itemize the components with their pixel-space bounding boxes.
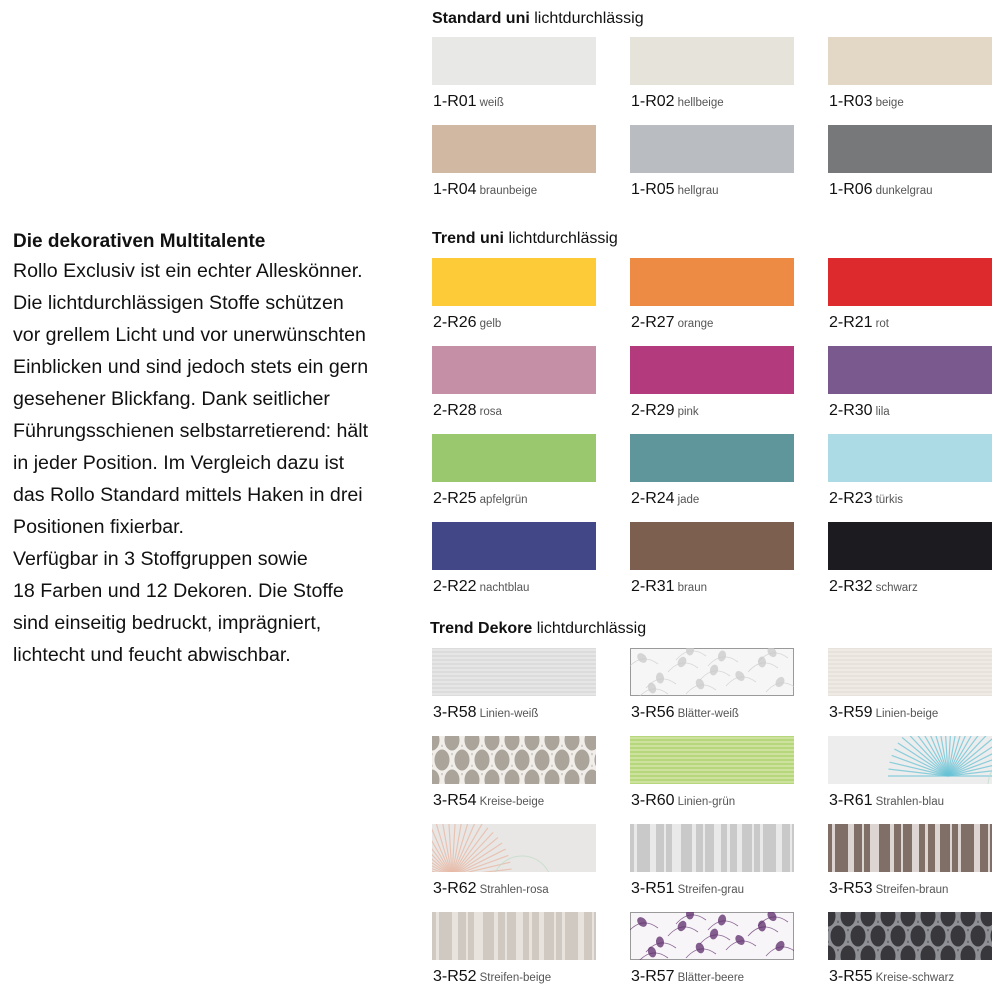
swatch-color xyxy=(828,648,992,696)
swatch-code: 3-R52 xyxy=(433,968,477,985)
swatch-pattern xyxy=(630,125,794,173)
swatch-item xyxy=(828,522,992,595)
swatch-name: Streifen-beige xyxy=(479,972,552,984)
swatch-code: 1-R02 xyxy=(631,93,675,110)
swatch-item xyxy=(432,434,596,507)
swatch-code: 2-R30 xyxy=(829,402,873,419)
swatch-item xyxy=(432,912,596,985)
swatch-color xyxy=(630,736,794,784)
swatch-pattern xyxy=(828,522,992,570)
swatch-item xyxy=(630,912,794,985)
swatch-color xyxy=(630,434,794,482)
intro-line: 18 Farben und 12 Dekoren. Die Stoffe xyxy=(13,580,344,602)
swatch-code: 2-R24 xyxy=(631,490,675,507)
swatch-pattern xyxy=(432,258,596,306)
intro-line: Rollo Exclusiv ist ein echter Alleskönner. xyxy=(13,260,363,282)
swatch-pattern xyxy=(828,824,992,872)
swatch-label xyxy=(631,490,699,509)
swatch-color xyxy=(828,125,992,173)
swatch-code: 3-R58 xyxy=(433,704,477,721)
swatch-code: 2-R31 xyxy=(631,578,675,595)
intro-line: Führungsschienen selbstarretierend: hält xyxy=(13,420,369,442)
swatch-code: 3-R62 xyxy=(433,880,477,897)
swatch-color xyxy=(828,824,992,872)
intro-line: Verfügbar in 3 Stoffgruppen sowie xyxy=(13,548,308,570)
swatch-item xyxy=(630,522,794,595)
swatch-grid xyxy=(430,37,996,213)
swatch-name: hellbeige xyxy=(677,97,724,109)
swatch-pattern xyxy=(828,346,992,394)
swatch-label xyxy=(829,704,938,723)
swatch-label xyxy=(433,792,544,811)
swatch-item xyxy=(432,648,596,721)
swatch-item xyxy=(828,648,992,721)
swatch-label xyxy=(631,314,713,333)
swatch-item xyxy=(432,37,596,110)
swatch-color xyxy=(432,125,596,173)
swatch-code: 2-R32 xyxy=(829,578,873,595)
swatch-code: 3-R61 xyxy=(829,792,873,809)
swatch-color xyxy=(432,736,596,784)
swatch-color xyxy=(432,37,596,85)
swatch-color xyxy=(432,434,596,482)
swatch-code: 1-R06 xyxy=(829,181,873,198)
swatch-pattern xyxy=(828,37,992,85)
section-title: Trend Dekore lichtdurchlässig xyxy=(430,620,647,637)
swatch-item xyxy=(828,346,992,419)
swatch-code: 3-R55 xyxy=(829,968,873,985)
swatch-grid xyxy=(430,648,996,1000)
swatch-item xyxy=(630,736,794,809)
swatch-color xyxy=(630,912,794,960)
swatch-pattern xyxy=(828,258,992,306)
swatch-item xyxy=(432,258,596,331)
swatch-color xyxy=(828,258,992,306)
swatch-color xyxy=(432,912,596,960)
swatch-color xyxy=(432,648,596,696)
swatch-item xyxy=(432,736,596,809)
swatch-color xyxy=(828,434,992,482)
swatch-code: 2-R29 xyxy=(631,402,675,419)
section-trend-uni xyxy=(430,229,996,249)
swatch-label xyxy=(829,93,904,112)
swatch-pattern xyxy=(630,648,794,696)
swatch-name: lila xyxy=(875,406,890,418)
swatch-label xyxy=(631,968,744,987)
swatch-name: Linien-weiß xyxy=(479,708,539,720)
swatch-pattern xyxy=(828,125,992,173)
swatch-color xyxy=(630,125,794,173)
swatch-color xyxy=(828,912,992,960)
intro-line: Die lichtdurchlässigen Stoffe schützen xyxy=(13,292,344,314)
swatch-label xyxy=(433,402,502,421)
swatch-item xyxy=(432,522,596,595)
swatch-code: 3-R51 xyxy=(631,880,675,897)
swatch-color xyxy=(432,824,596,872)
swatch-label xyxy=(829,314,889,333)
swatch-pattern xyxy=(630,346,794,394)
swatch-pattern xyxy=(828,434,992,482)
swatch-name: apfelgrün xyxy=(479,494,528,506)
intro-line: vor grellem Licht und vor unerwünschten xyxy=(13,324,366,346)
swatch-label xyxy=(433,704,538,723)
swatch-pattern xyxy=(630,522,794,570)
swatch-code: 2-R23 xyxy=(829,490,873,507)
intro-line: lichtecht und feucht abwischbar. xyxy=(13,644,291,666)
swatch-code: 3-R56 xyxy=(631,704,675,721)
swatch-label xyxy=(433,880,549,899)
swatch-item xyxy=(828,912,992,985)
swatch-pattern xyxy=(630,824,794,872)
swatch-color xyxy=(630,37,794,85)
swatch-pattern xyxy=(432,648,596,696)
swatch-color xyxy=(630,824,794,872)
swatch-label xyxy=(631,880,744,899)
swatch-code: 3-R59 xyxy=(829,704,873,721)
swatch-item xyxy=(630,125,794,198)
swatch-code: 1-R04 xyxy=(433,181,477,198)
swatch-pattern xyxy=(432,912,596,960)
swatch-item xyxy=(828,37,992,110)
swatch-label xyxy=(829,578,918,597)
swatch-item xyxy=(432,125,596,198)
section-standard-uni xyxy=(430,9,996,29)
swatch-color xyxy=(630,258,794,306)
swatch-code: 2-R26 xyxy=(433,314,477,331)
swatch-item xyxy=(630,434,794,507)
intro-line: Positionen fixierbar. xyxy=(13,516,184,538)
swatch-label xyxy=(631,704,739,723)
swatch-pattern xyxy=(630,912,794,960)
swatch-name: Streifen-grau xyxy=(677,884,745,896)
swatch-name: Linien-beige xyxy=(875,708,939,720)
swatch-name: Kreise-beige xyxy=(479,796,545,808)
swatch-color xyxy=(630,522,794,570)
swatch-name: Streifen-braun xyxy=(875,884,949,896)
swatch-name: schwarz xyxy=(875,582,918,594)
swatch-color xyxy=(828,37,992,85)
intro-line: Einblicken und sind jedoch stets ein gern xyxy=(13,356,369,378)
swatch-pattern xyxy=(630,37,794,85)
swatch-pattern xyxy=(432,346,596,394)
intro-title: Die dekorativen Multitalente xyxy=(13,231,266,252)
swatch-label xyxy=(433,578,529,597)
swatch-name: rot xyxy=(875,318,889,330)
swatch-label xyxy=(829,880,948,899)
swatch-label xyxy=(631,93,724,112)
swatch-name: Kreise-schwarz xyxy=(875,972,955,984)
swatch-item xyxy=(630,258,794,331)
swatch-code: 1-R03 xyxy=(829,93,873,110)
swatch-code: 2-R27 xyxy=(631,314,675,331)
swatch-code: 1-R01 xyxy=(433,93,477,110)
swatch-pattern xyxy=(630,258,794,306)
swatch-pattern xyxy=(432,736,596,784)
swatch-name: Blätter-weiß xyxy=(677,708,739,720)
swatch-label xyxy=(631,402,699,421)
swatch-label xyxy=(433,93,504,112)
swatch-name: orange xyxy=(677,318,714,330)
swatch-name: beige xyxy=(875,97,904,109)
swatch-name: weiß xyxy=(479,97,504,109)
swatch-label xyxy=(829,490,903,509)
swatch-color xyxy=(630,346,794,394)
swatch-color xyxy=(828,522,992,570)
intro-line: das Rollo Standard mittels Haken in drei xyxy=(13,484,363,506)
swatch-item xyxy=(828,125,992,198)
swatch-name: hellgrau xyxy=(677,185,719,197)
swatch-label xyxy=(433,490,528,509)
swatch-name: braunbeige xyxy=(479,185,538,197)
swatch-item xyxy=(630,824,794,897)
swatch-pattern xyxy=(432,522,596,570)
swatch-label xyxy=(433,181,537,200)
swatch-code: 2-R25 xyxy=(433,490,477,507)
swatch-name: türkis xyxy=(875,494,904,506)
swatch-label xyxy=(433,314,501,333)
swatch-item xyxy=(630,346,794,419)
section-title: Trend uni lichtdurchlässig xyxy=(432,230,618,247)
swatch-label xyxy=(829,792,944,811)
section-trend-dekore xyxy=(430,619,996,639)
swatch-label xyxy=(631,578,707,597)
swatch-color xyxy=(828,346,992,394)
swatch-item xyxy=(432,346,596,419)
swatch-item xyxy=(630,648,794,721)
swatch-name: Linien-grün xyxy=(677,796,736,808)
swatch-color xyxy=(630,648,794,696)
swatch-label xyxy=(631,792,735,811)
swatch-item xyxy=(828,736,992,809)
swatch-item xyxy=(432,824,596,897)
swatch-name: pink xyxy=(677,406,699,418)
swatch-item xyxy=(630,37,794,110)
swatch-item xyxy=(828,434,992,507)
intro-line: sind einseitig bedruckt, imprägniert, xyxy=(13,612,322,634)
swatch-name: Strahlen-rosa xyxy=(479,884,549,896)
swatch-name: nachtblau xyxy=(479,582,530,594)
swatch-name: dunkelgrau xyxy=(875,185,933,197)
swatch-label xyxy=(631,181,719,200)
swatch-color xyxy=(432,522,596,570)
swatch-code: 3-R57 xyxy=(631,968,675,985)
intro-line: in jeder Position. Im Vergleich dazu ist xyxy=(13,452,345,474)
swatch-code: 2-R28 xyxy=(433,402,477,419)
swatch-pattern xyxy=(432,125,596,173)
swatch-code: 3-R60 xyxy=(631,792,675,809)
swatch-name: rosa xyxy=(479,406,502,418)
swatch-name: gelb xyxy=(479,318,502,330)
swatch-name: braun xyxy=(677,582,707,594)
swatch-code: 2-R21 xyxy=(829,314,873,331)
swatch-pattern xyxy=(630,736,794,784)
swatch-code: 1-R05 xyxy=(631,181,675,198)
swatch-pattern xyxy=(828,912,992,960)
intro-text-block xyxy=(13,229,428,671)
swatch-pattern xyxy=(432,37,596,85)
swatch-color xyxy=(432,258,596,306)
swatch-label xyxy=(433,968,551,987)
swatch-grid xyxy=(430,258,996,610)
swatch-label xyxy=(829,181,932,200)
swatch-pattern xyxy=(432,434,596,482)
swatch-label xyxy=(829,968,954,987)
swatch-label xyxy=(829,402,890,421)
swatch-code: 3-R53 xyxy=(829,880,873,897)
swatch-name: Blätter-beere xyxy=(677,972,745,984)
swatch-color xyxy=(828,736,992,784)
swatch-name: jade xyxy=(677,494,700,506)
swatch-code: 2-R22 xyxy=(433,578,477,595)
swatch-pattern xyxy=(828,736,992,784)
swatch-item xyxy=(828,258,992,331)
swatch-pattern xyxy=(828,648,992,696)
swatch-name: Strahlen-blau xyxy=(875,796,944,808)
section-title: Standard uni lichtdurchlässig xyxy=(432,10,644,27)
swatch-pattern xyxy=(432,824,596,872)
intro-line: gesehener Blickfang. Dank seitlicher xyxy=(13,388,330,410)
swatch-item xyxy=(828,824,992,897)
swatch-pattern xyxy=(630,434,794,482)
swatch-color xyxy=(432,346,596,394)
swatch-code: 3-R54 xyxy=(433,792,477,809)
